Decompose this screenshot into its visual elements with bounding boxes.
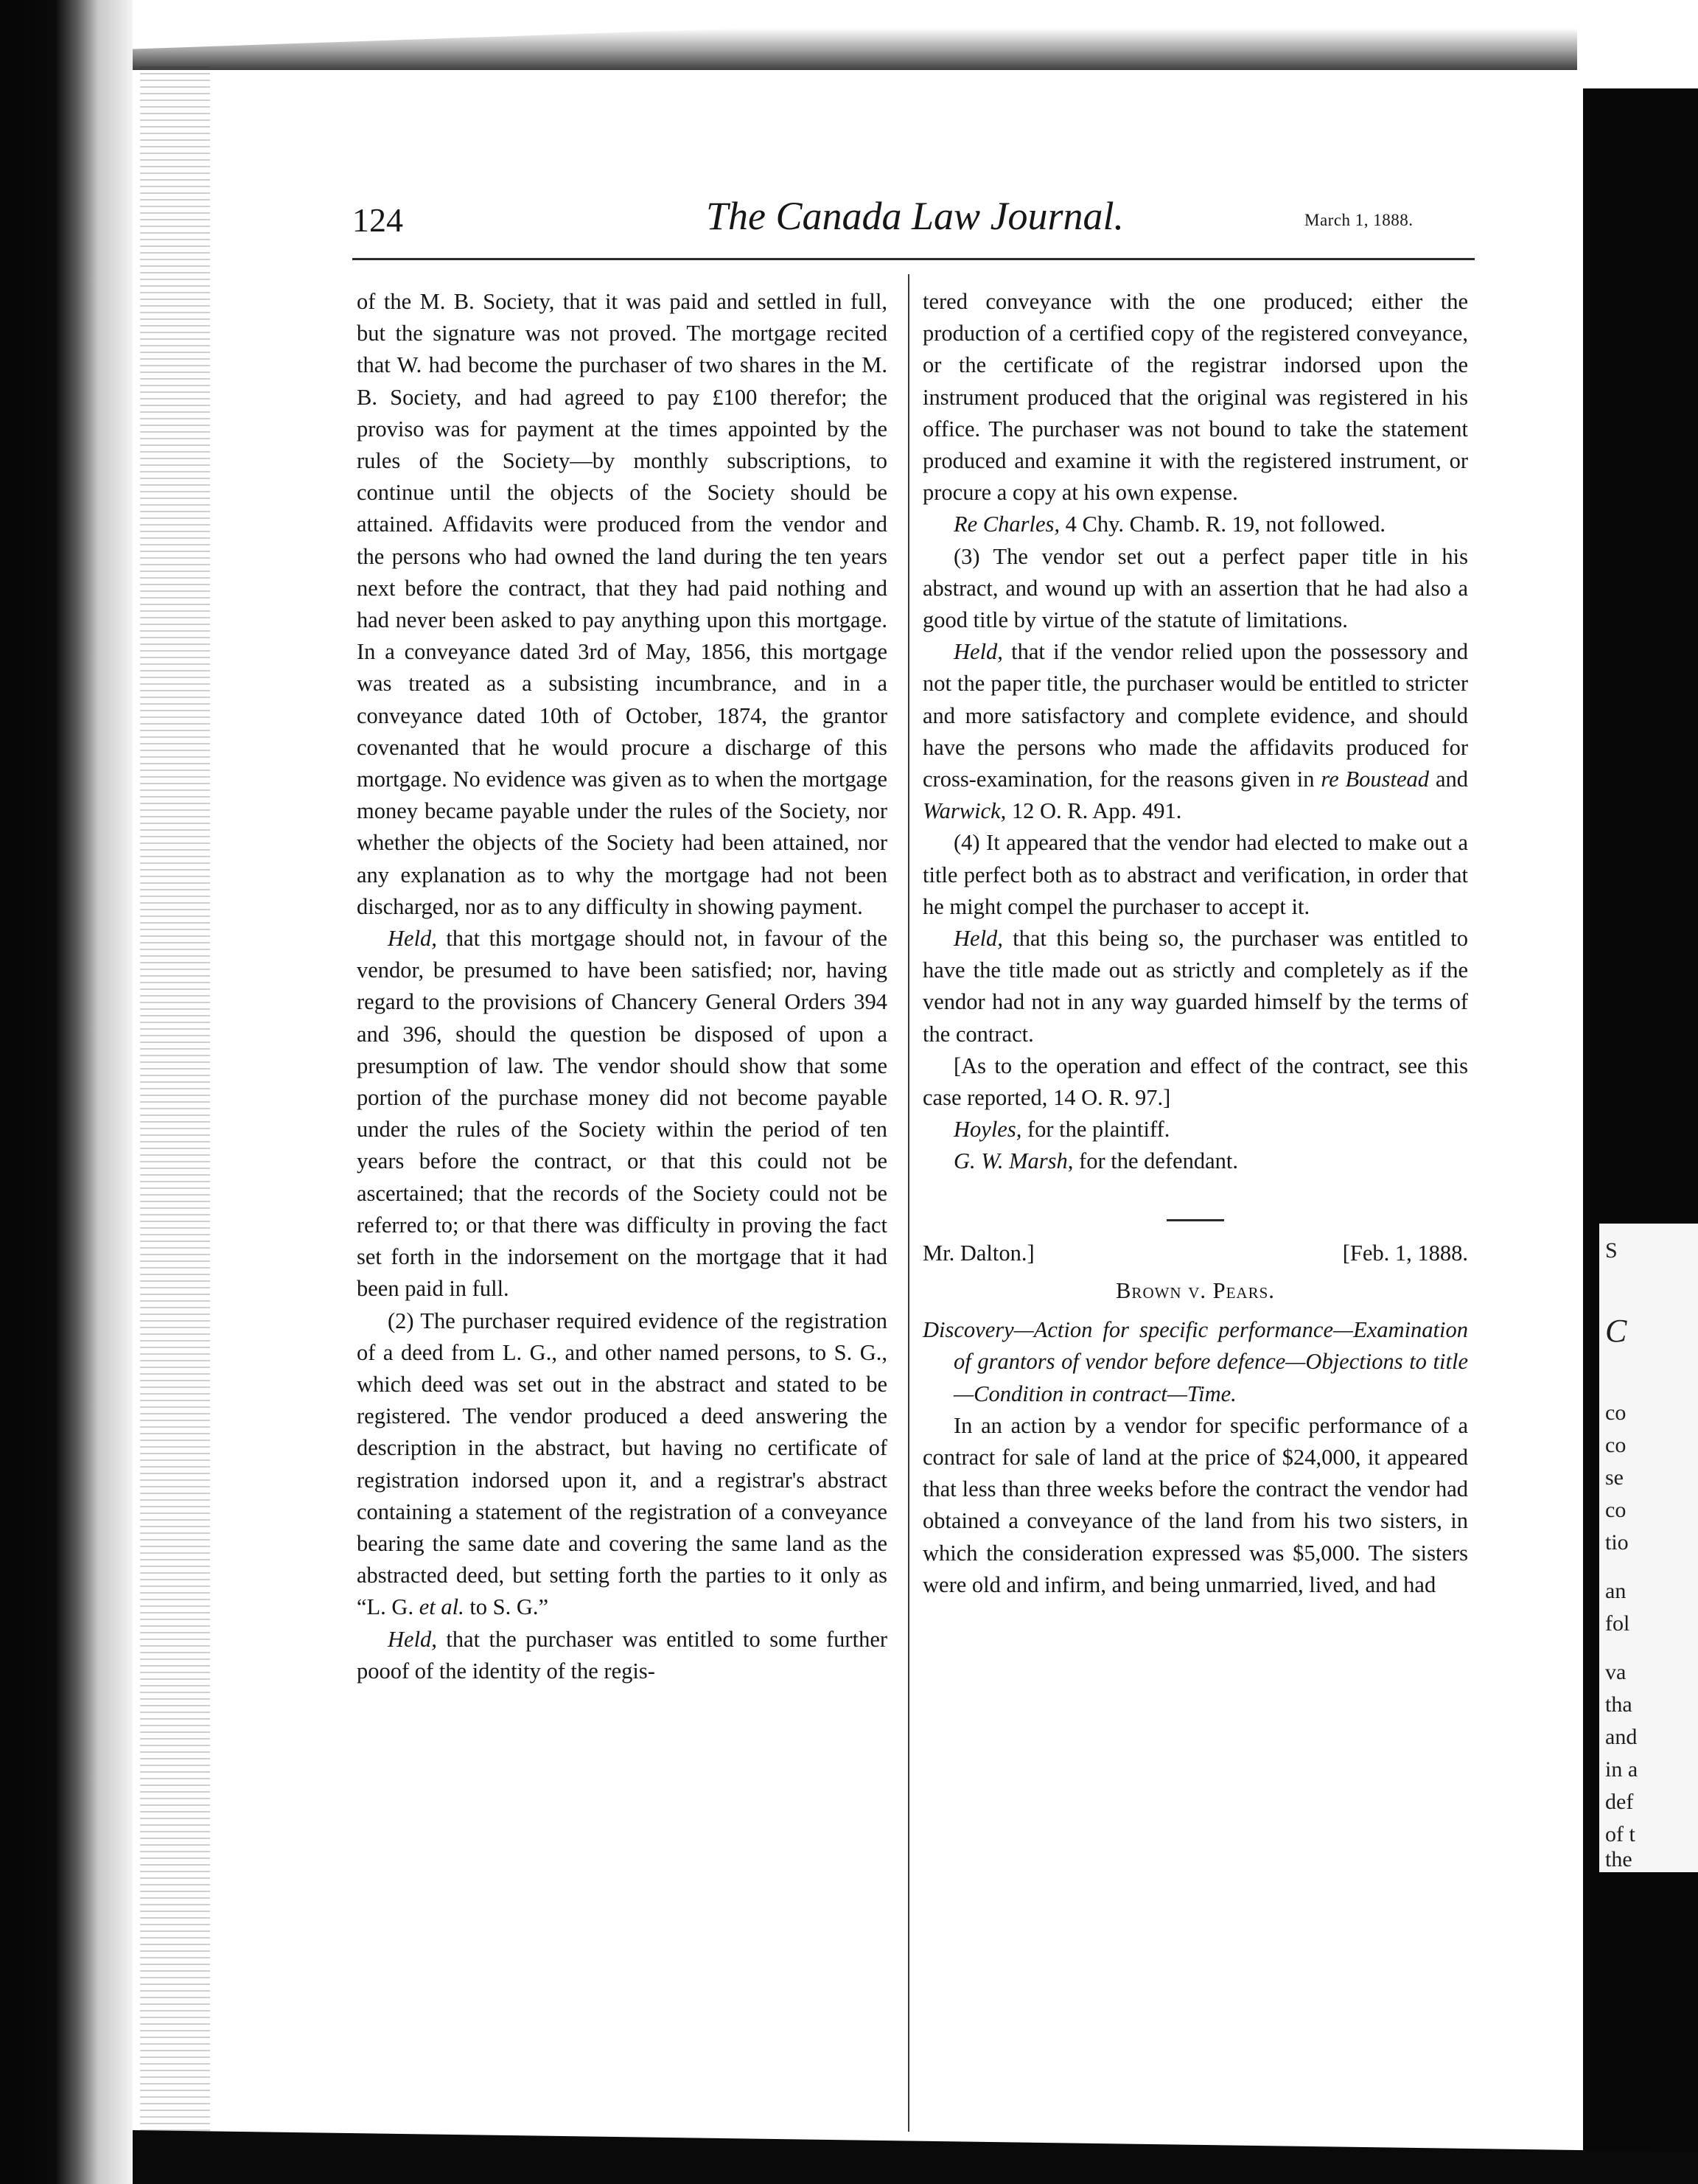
counsel-name: Hoyles,	[954, 1117, 1022, 1142]
paragraph-text: that this being so, the purchaser was entitled to have the title made out as strictly and completely as if the vendor had not in any way guarded himself by the terms of the contract.	[923, 926, 1468, 1047]
held-label: Held,	[388, 926, 437, 952]
adjacent-fragment: tio	[1605, 1530, 1629, 1555]
adjacent-fragment: co	[1605, 1498, 1627, 1522]
paragraph-text: for the plaintiff.	[1027, 1117, 1170, 1142]
paragraph	[923, 636, 1468, 827]
adjacent-fragment: va	[1605, 1660, 1627, 1684]
paragraph: of the M. B. Society, that it was paid and settled in full, but the signature was not proved. The mortgage recited that W. had become the purchaser of two shares in the M. B. Society, and had agreed to pay £100 therefor; the proviso was for payment at the times appointed by the rules of the Society—by monthly subscriptions, to continue until the objects of the Society should be attained. Affidavits were produced from the vendor and the persons who had owned the land during the ten years next before the contract, that they had paid nothing and had never been asked to pay anything upon this mortgage. In a conveyance dated 3rd of May, 1856, this mortgage was treated as a subsisting incumbrance, and in a conveyance dated 10th of October, 1874, the grantor covenanted that he would procure a discharge of this mortgage. No evidence was given as to when the mortgage money became payable under the rules of the Society, nor whether the objects of the Society had been attained, nor any explanation as to why the mortgage had not been discharged, nor as to any difficulty in showing payment.	[357, 289, 887, 919]
paragraph-text: 12 O. R. App. 491.	[1011, 798, 1182, 824]
bottom-scan-border	[133, 2130, 1698, 2184]
paragraph: tered conveyance with the one produced; either the production of a certified copy of the registered conveyance, or the certificate of the registrar indorsed upon the instrument produced that the original was registered in his office. The purchaser was not bound to take the statement produced and examine it with the registered instrument, or procure a copy at his own expense.	[923, 289, 1468, 506]
adjacent-fragment: tha	[1605, 1692, 1632, 1717]
case-citation: Re Charles,	[954, 512, 1061, 537]
counsel-line	[923, 1145, 1468, 1177]
paragraph-text: for the defendant.	[1079, 1148, 1238, 1174]
issue-date: March 1, 1888.	[1304, 211, 1414, 229]
paragraph-text: that this mortgage should not, in favour of the vendor, be presumed to have been satisfied; nor, having regard to the provisions of Chancery General Orders 394 and 396, should the question be disposed of upon a presumption of law. The vendor should show that some portion of the purchase money did not become payable under the rules of the Society within the period of ten years before the contract, or that this could not be ascertained; that the records of the Society could not be referred to; or that there was difficulty in proving the fact set forth in the indorsement on the mortgage that it had been paid in full.	[357, 926, 888, 1302]
adjacent-fragment: fol	[1605, 1611, 1630, 1636]
case-header-row	[923, 1238, 1468, 1269]
paragraph	[357, 1305, 887, 1624]
paragraph	[923, 509, 1468, 540]
adjacent-fragment: of t	[1605, 1822, 1635, 1846]
held-label: Held,	[954, 926, 1003, 952]
journal-title: The Canada Law Journal.	[706, 194, 1125, 238]
paragraph	[357, 1624, 887, 1687]
head-note: Discovery—Action for specific performance—Examination of grantors of vendor before defence—Objections to title—Condition in contract—Time.	[923, 1317, 1468, 1406]
page-number: 124	[352, 201, 403, 239]
paragraph: (4) It appeared that the vendor had elected to make out a title perfect both as to abstract and verification, in order that he might compel the purchaser to accept it.	[923, 830, 1468, 919]
adjacent-page-strip	[1599, 1224, 1698, 1872]
paragraph-text: (2) The purchaser required evidence of the registration of a deed from L. G., and other named persons, to S. G., which deed was set out in the abstract and stated to be registered. The vendor produced a deed answering the description in the abstract, but having no certificate of registration indorsed upon it, and a registrar's abstract containing a statement of the registration of a conveyance bearing the same date and covering the same land as the abstracted deed, but setting forth the parties to it only as “L. G.	[357, 1308, 887, 1620]
case-title: Brown v. Pears.	[1116, 1277, 1275, 1303]
adjacent-fragment: in a	[1605, 1757, 1638, 1782]
held-label: Held,	[388, 1626, 437, 1652]
paragraph	[923, 923, 1468, 1050]
adjacent-fragment: the	[1605, 1847, 1632, 1871]
paragraph: In an action by a vendor for specific performance of a contract for sale of land at the price of $24,000, it appeared that less than three weeks before the contract the vendor had obtained a conveyance of the land from his two sisters, in which the consideration expressed was $5,000. The sisters were old and infirm, and being unmarried, lived, and had	[923, 1412, 1468, 1597]
column-divider	[908, 274, 909, 2132]
adjacent-fragment: and	[1605, 1725, 1638, 1749]
paragraph: (3) The vendor set out a perfect paper title in his abstract, and wound up with an assertion that he had also a good title by virtue of the statute of limitations.	[923, 543, 1468, 633]
header-rule	[352, 258, 1475, 260]
paragraph-text: and	[1435, 767, 1469, 792]
adjacent-fragment: S	[1605, 1238, 1618, 1263]
section-separator	[1167, 1219, 1224, 1221]
paragraph-text: to S. G.”	[469, 1594, 549, 1620]
adjacent-fragment: def	[1605, 1790, 1634, 1814]
left-column	[357, 286, 887, 1687]
book-spine-shadow	[0, 0, 133, 2184]
adjacent-fragment: C	[1605, 1313, 1627, 1349]
adjacent-fragment: se	[1605, 1465, 1624, 1490]
right-column	[923, 286, 1468, 1601]
et-al: et al.	[419, 1594, 464, 1620]
case-citation: re Boustead	[1321, 767, 1430, 792]
paragraph: [As to the operation and effect of the contract, see this case reported, 14 O. R. 97.]	[923, 1053, 1468, 1111]
top-page-edge	[133, 0, 1577, 70]
paragraph	[357, 923, 887, 1305]
case-date: [Feb. 1, 1888.	[1342, 1240, 1468, 1266]
adjacent-fragment: co	[1605, 1400, 1627, 1425]
page-edge-texture	[140, 66, 210, 2174]
case-citation: Warwick,	[923, 798, 1007, 824]
paragraph-text: 4 Chy. Chamb. R. 19, not followed.	[1065, 512, 1386, 537]
adjacent-fragment: co	[1605, 1433, 1627, 1457]
paragraph-text: that the purchaser was entitled to some further pooof of the identity of the regis-	[357, 1626, 888, 1684]
adjacent-fragment: an	[1605, 1579, 1627, 1603]
paragraph-text: that if the vendor relied upon the possessory and not the paper title, the purchaser would be entitled to stricter and more satisfactory and complete evidence, and should have the persons who made the affidavits produced for cross-examination, for the reasons given in	[923, 639, 1468, 792]
counsel-line	[923, 1114, 1468, 1145]
counsel-name: G. W. Marsh,	[954, 1148, 1074, 1174]
judge-name: Mr. Dalton.]	[923, 1240, 1035, 1266]
held-label: Held,	[954, 639, 1003, 665]
